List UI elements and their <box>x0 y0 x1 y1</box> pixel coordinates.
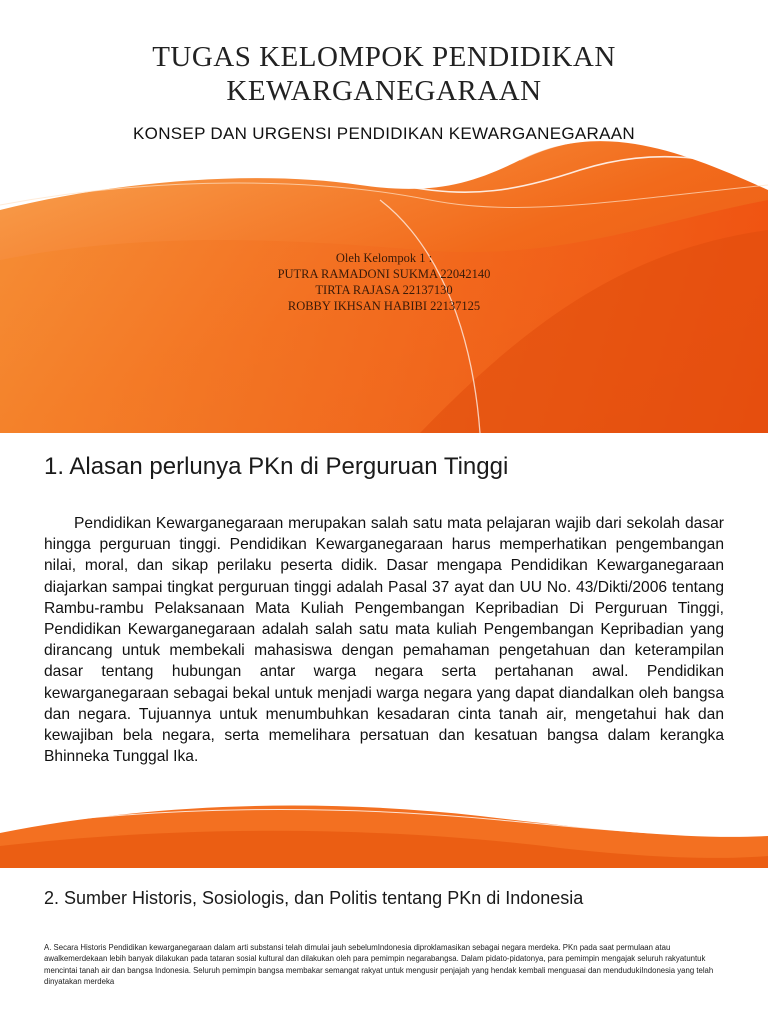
section-heading: 2. Sumber Historis, Sosiologis, dan Politis tentang PKn di Indonesia <box>44 888 584 908</box>
slide-title-line-1: TUGAS KELOMPOK PENDIDIKAN <box>152 41 616 73</box>
author-name: PUTRA RAMADONI SUKMA 22042140 <box>277 267 491 281</box>
author-name: TIRTA RAJASA 22137130 <box>315 283 453 297</box>
orange-wave-footer <box>0 798 768 868</box>
slide-title <box>0 40 768 108</box>
section-paragraph: Pendidikan Kewarganegaraan merupakan salah satu mata pelajaran wajib dari sekolah dasar hingga perguruan tinggi. Pendidikan Kewarganegaraan harus memperhatikan pengembangan nilai, moral, dan sikap perilaku peserta didik. Dasar mengapa Pendidikan Kewarganegaraan diajarkan sampai tingkat perguruan tinggi adalah Pasal 37 ayat dan UU No. 43/Dikti/2006 tentang Rambu-rambu Pelaksanaan Mata Kuliah Pengembangan Kepribadian Di Perguruan Tinggi, Pendidikan Kewarganegaraan adalah salah satu mata kuliah Pengembangan Kepribadian yang dirancang untuk membekali mahasiswa dengan pemahaman pengetahuan dan keterampilan dasar tentang hubungan antar warga negara serta pertahanan awal. Pendidikan kewarganegaraan sebagai bekal untuk menjadi warga negara yang dapat diandalkan oleh bangsa dan negara. Tujuannya untuk menumbuhkan kesadaran cinta tanah air, mengetahui hak dan kewajiban bela negara, serta memelihara persatuan dan kesatuan bangsa dalam kerangka Bhinneka Tunggal Ika. <box>44 515 724 766</box>
slide-title-line-2: KEWARGANEGARAAN <box>226 75 542 107</box>
authors-heading: Oleh Kelompok 1 : <box>335 251 433 265</box>
title-slide <box>0 0 768 433</box>
section-heading: 1. Alasan perlunya PKn di Perguruan Tinggi <box>44 453 509 480</box>
slide-subtitle: KONSEP DAN URGENSI PENDIDIKAN KEWARGANEGARAAN <box>133 124 635 143</box>
section-paragraph: A. Secara Historis Pendidikan kewarganegaraan dalam arti substansi telah dimulai jauh sebelumIndonesia diproklamasikan sebagai negara merdeka. PKn pada saat permulaan atau awalkemerdekaan lebih banyak dilakukan pada tataran sosial kultural dan dilakukan oleh para pemimpin negarabangsa. Dalam pidato-pidatonya, para pemimpin mengajak seluruh rakyatuntuk mencintai tanah air dan bangsa Indonesia. Seluruh pemimpin bangsa membakar semangat rakyat untuk mengusir penjajah yang hendak kembali menguasai dan mendudukiIndonesia yang telah dinyatakan merdeka <box>44 943 714 987</box>
author-name: ROBBY IKHSAN HABIBI 22137125 <box>287 299 481 313</box>
content-slide-1 <box>0 433 768 868</box>
author-list <box>0 250 768 314</box>
content-slide-2 <box>0 868 768 1024</box>
